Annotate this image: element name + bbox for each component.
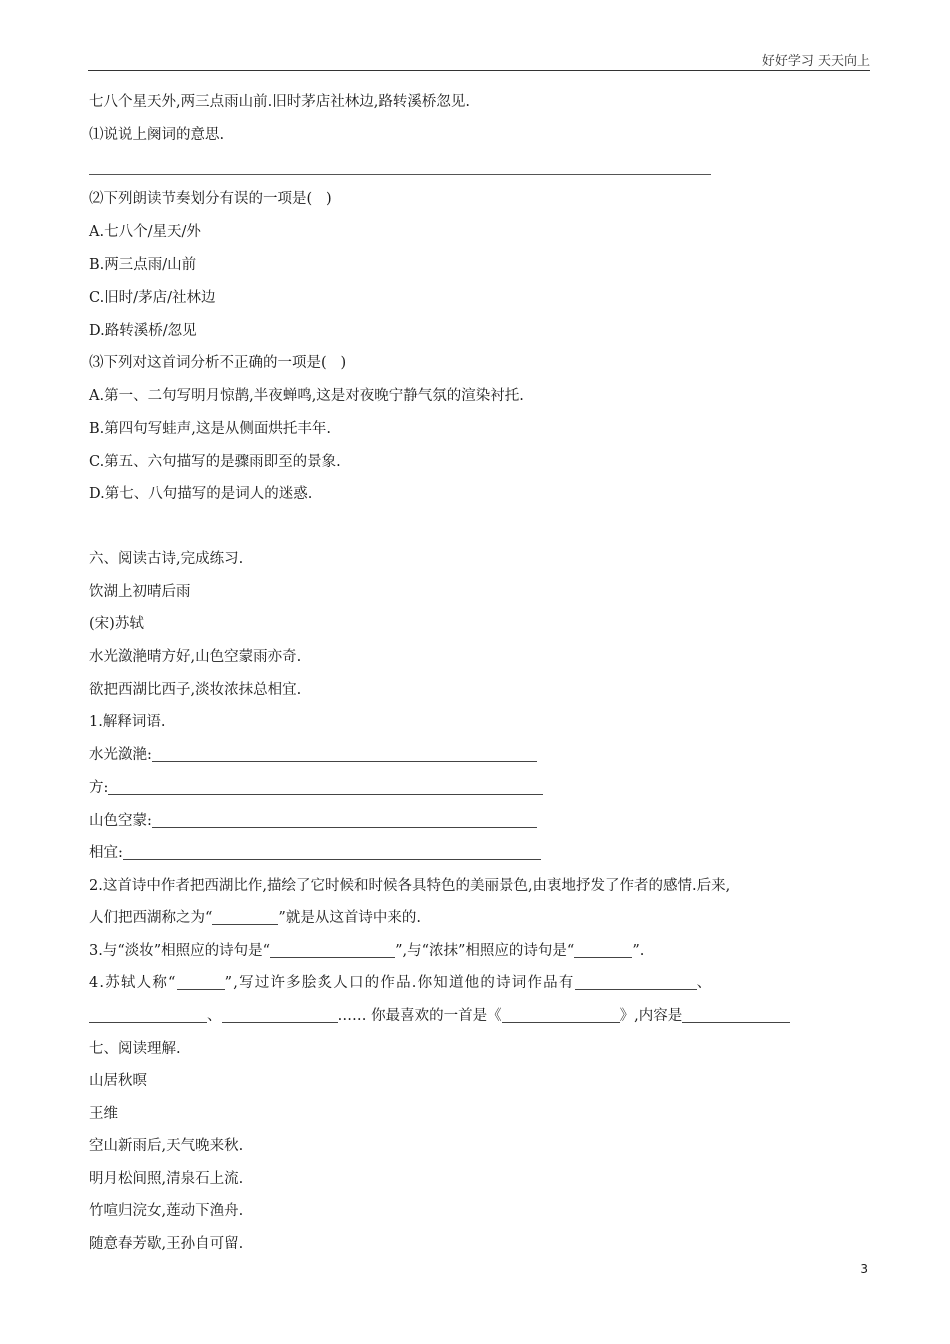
q3-option-b[interactable]: B.第四句写蛙声,这是从侧面烘托丰年.	[89, 421, 331, 437]
poem-verse: 竹喧归浣女,莲动下渔舟.	[89, 1203, 244, 1219]
poem-verse: 明月松间照,清泉石上流.	[89, 1171, 244, 1187]
term-label: 相宜:	[89, 845, 123, 861]
poem-title: 饮湖上初晴后雨	[89, 584, 191, 600]
q3-option-a[interactable]: A.第一、二句写明月惊鹊,半夜蝉鸣,这是对夜晚宁静气氛的渲染衬托.	[89, 388, 524, 404]
page-number: 3	[860, 1262, 868, 1276]
term-row	[89, 811, 537, 831]
term-blank[interactable]	[123, 844, 541, 860]
verse-blank-2[interactable]	[574, 942, 632, 958]
works-blank-2[interactable]	[89, 1007, 207, 1023]
term-label: 山色空蒙:	[89, 813, 152, 829]
question-4-text: 、 …… 你最喜欢的一首是《 》,内容是	[89, 1006, 790, 1026]
nickname-blank[interactable]	[212, 909, 278, 925]
poem-line: 七八个星天外,两三点雨山前.旧时茅店社林边,路转溪桥忽见.	[89, 94, 470, 110]
q2-option-c[interactable]: C.旧时/茅店/社林边	[89, 290, 216, 306]
section-6-heading: 六、阅读古诗,完成练习.	[89, 551, 244, 567]
poem-author: 王维	[89, 1106, 118, 1122]
term-row	[89, 843, 541, 863]
term-blank[interactable]	[152, 812, 537, 828]
content-blank[interactable]	[682, 1007, 790, 1023]
q2-option-a[interactable]: A.七八个/星天/外	[89, 224, 201, 240]
header-motto: 好好学习 天天向上	[761, 54, 870, 69]
title-blank[interactable]	[177, 974, 225, 990]
term-label: 水光潋滟:	[89, 747, 152, 763]
question-1: ⑴说说上阕词的意思.	[89, 127, 225, 143]
page-header	[88, 46, 870, 71]
q2-option-d[interactable]: D.路转溪桥/忽见	[89, 323, 197, 339]
poem-verse: 随意春芳歇,王孙自可留.	[89, 1236, 244, 1252]
poem-author: (宋)苏轼	[89, 616, 144, 632]
poem-verse: 水光潋滟晴方好,山色空蒙雨亦奇.	[89, 649, 302, 665]
poem-title: 山居秋暝	[89, 1073, 147, 1089]
section-7-heading: 七、阅读理解.	[89, 1041, 181, 1057]
term-blank[interactable]	[108, 779, 543, 795]
question-4-text: 4.苏轼人称“ ”,写过许多脍炙人口的作品.你知道他的诗词作品有 、	[89, 975, 713, 991]
term-label: 方:	[89, 780, 109, 796]
verse-blank-1[interactable]	[270, 942, 395, 958]
q3-option-c[interactable]: C.第五、六句描写的是骤雨即至的景象.	[89, 454, 341, 470]
term-row	[89, 778, 543, 798]
q3-option-d[interactable]: D.第七、八句描写的是词人的迷惑.	[89, 486, 313, 502]
question-2-text: 2.这首诗中作者把西湖比作,描绘了它时候和时候各具特色的美丽景色,由衷地抒发了作者的感情.后来,	[89, 878, 731, 894]
poem-verse: 欲把西湖比西子,淡妆浓抹总相宜.	[89, 682, 302, 698]
term-blank[interactable]	[152, 746, 537, 762]
poem-verse: 空山新雨后,天气晚来秋.	[89, 1138, 244, 1154]
question-3-text: 3.与“淡妆”相照应的诗句是“ ”,与“浓抹”相照应的诗句是“ ”.	[89, 943, 645, 959]
question-explain-words: 1.解释词语.	[89, 714, 166, 730]
term-row	[89, 745, 537, 765]
answer-blank[interactable]	[89, 174, 711, 175]
question-3: ⑶下列对这首词分析不正确的一项是( )	[89, 355, 347, 371]
q2-option-b[interactable]: B.两三点雨/山前	[89, 257, 197, 273]
works-blank-3[interactable]	[222, 1007, 338, 1023]
works-blank-1[interactable]	[575, 974, 697, 990]
question-2: ⑵下列朗读节奏划分有误的一项是( )	[89, 191, 332, 207]
question-2-text: 人们把西湖称之为“ ”就是从这首诗中来的.	[89, 910, 421, 926]
favorite-blank[interactable]	[502, 1007, 620, 1023]
